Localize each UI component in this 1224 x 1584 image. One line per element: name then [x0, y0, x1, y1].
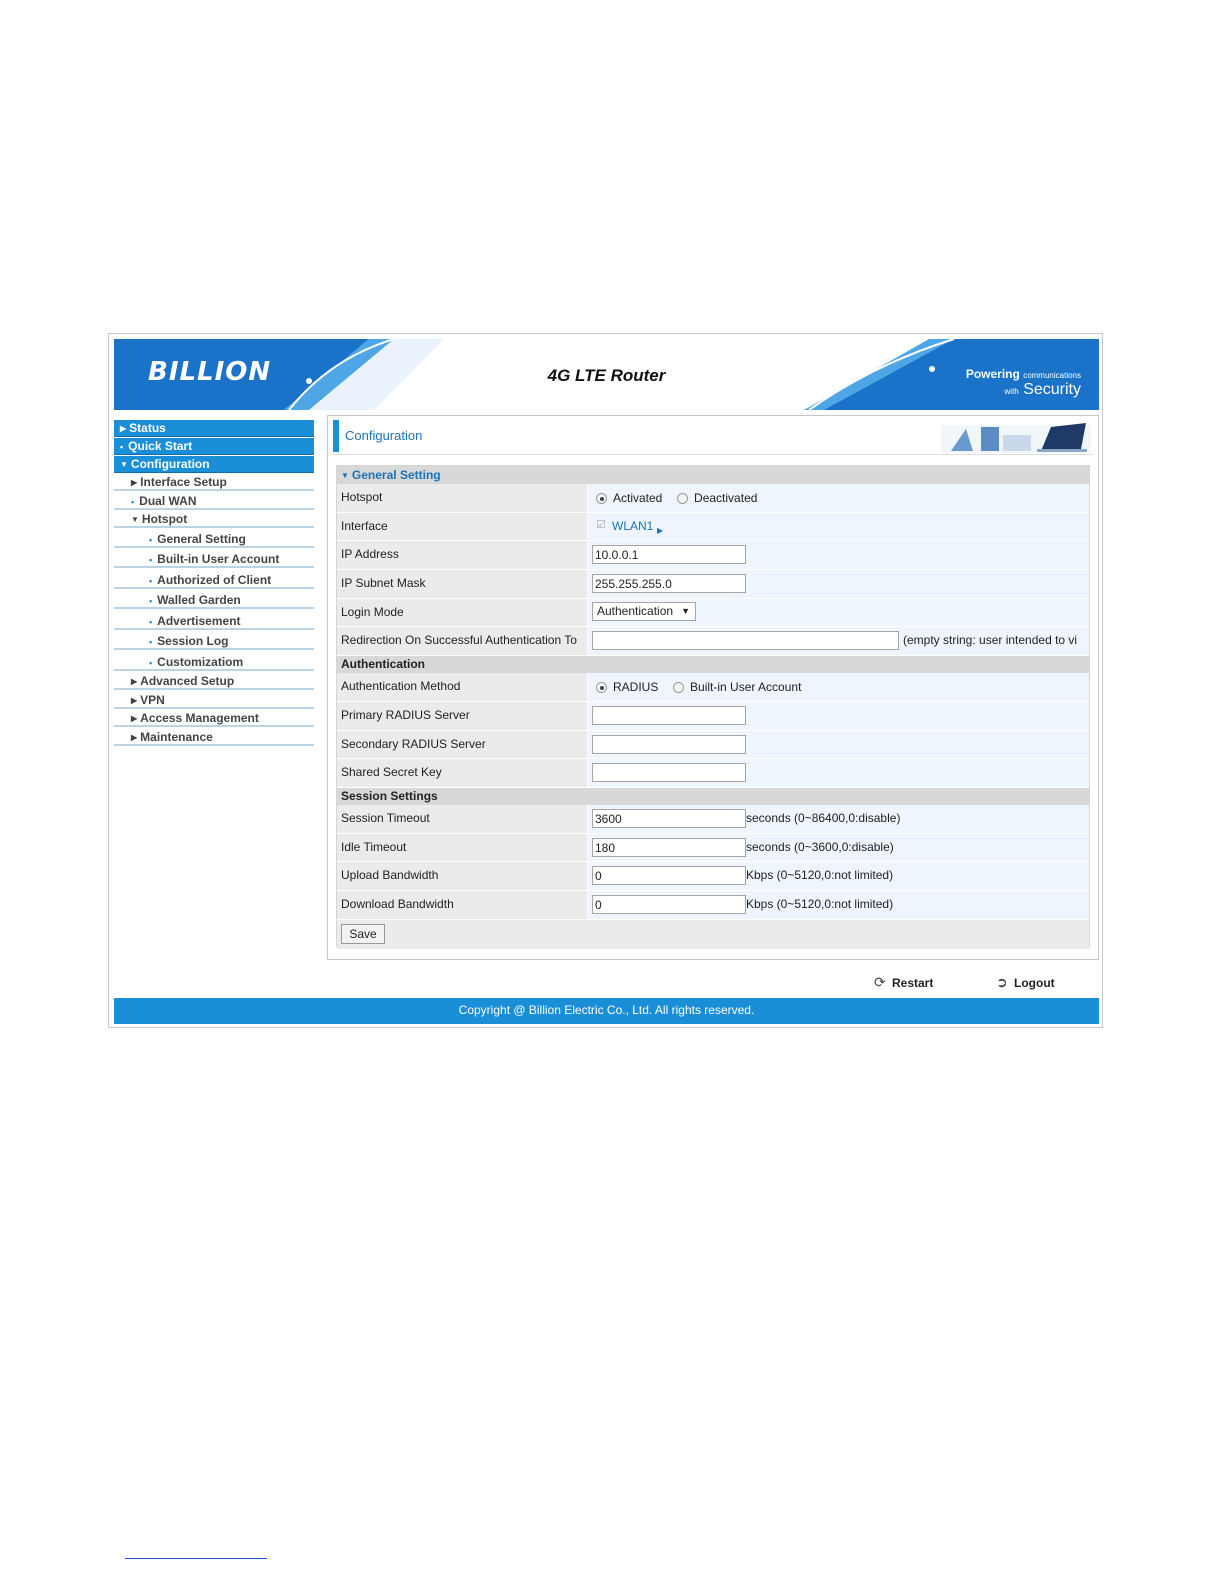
copyright-footer: Copyright @ Billion Electric Co., Ltd. All rights reserved. — [114, 998, 1099, 1024]
upload-bandwidth-value — [588, 862, 1089, 890]
frame-gap — [109, 939, 113, 969]
caret-right-icon: ▶ — [131, 695, 138, 705]
radius-label: RADIUS — [613, 680, 659, 695]
ip-address-input[interactable]: 10.0.0.1 — [592, 545, 746, 564]
header-accent-bar — [333, 420, 339, 452]
chevron-down-icon: ▼ — [681, 605, 690, 616]
footnote-separator — [125, 1558, 267, 1559]
sidebar-item-general-setting[interactable]: • General Setting — [114, 530, 314, 548]
idle-timeout-label: Idle Timeout — [337, 834, 587, 862]
session-timeout-hint: seconds (0~86400,0:disable) — [746, 810, 901, 825]
router-title: 4G LTE Router — [547, 366, 666, 385]
shared-secret-input[interactable] — [592, 763, 746, 782]
shared-secret-label: Shared Secret Key — [337, 759, 587, 787]
bullet-icon: • — [120, 442, 124, 452]
secondary-radius-row — [337, 731, 1089, 760]
restart-icon: ⟳ — [874, 974, 886, 990]
checkbox-checked-icon[interactable]: ☑ — [596, 518, 606, 531]
save-row — [337, 920, 1089, 949]
bullet-icon: • — [149, 616, 153, 627]
auth-method-label: Authentication Method — [337, 673, 587, 701]
shared-secret-row — [337, 759, 1089, 788]
panel-header[interactable]: ▼ General Setting — [337, 466, 1089, 484]
interface-row — [337, 513, 1089, 542]
tagline: Powering communications with Security — [965, 367, 1081, 398]
upload-bandwidth-label: Upload Bandwidth — [337, 862, 587, 890]
sidebar-item-walled-garden[interactable]: • Walled Garden — [114, 591, 314, 609]
redirect-label: Redirection On Successful Authentication To — [337, 627, 587, 655]
redirect-row — [337, 627, 1089, 656]
primary-radius-row — [337, 702, 1089, 731]
session-timeout-value — [588, 805, 1089, 833]
idle-timeout-input[interactable]: 180 — [592, 838, 746, 857]
page-header — [333, 418, 1093, 455]
login-mode-row — [337, 599, 1089, 628]
bullet-icon: • — [149, 534, 153, 545]
caret-right-icon: ▶ — [131, 677, 138, 687]
auth-method-value — [588, 673, 1089, 701]
bullet-icon: • — [149, 637, 153, 648]
primary-radius-value — [588, 702, 1089, 730]
activated-label: Activated — [613, 491, 663, 505]
sidebar-item-dual-wan[interactable]: • Dual WAN — [114, 493, 314, 510]
hotspot-row — [337, 484, 1089, 513]
radius-radio[interactable] — [596, 682, 607, 693]
subnet-label: IP Subnet Mask — [337, 570, 587, 598]
activated-radio[interactable] — [596, 493, 607, 504]
subnet-input[interactable]: 255.255.255.0 — [592, 574, 746, 593]
secondary-radius-label: Secondary RADIUS Server — [337, 731, 587, 759]
upload-bandwidth-input[interactable]: 0 — [592, 866, 746, 885]
bullet-icon: • — [149, 596, 153, 607]
billion-logo: BILLION — [148, 357, 272, 387]
sidebar-item-maintenance[interactable]: ▶ Maintenance — [114, 729, 314, 746]
interface-label: Interface — [337, 513, 587, 541]
caret-down-icon: ▼ — [131, 515, 139, 525]
sidebar-item-customization[interactable]: • Customizatiom — [114, 653, 314, 671]
wlan1-link[interactable]: WLAN1 — [612, 518, 654, 533]
bullet-icon: • — [131, 496, 135, 507]
save-button[interactable]: Save — [341, 924, 385, 944]
caret-right-icon: ▶ — [131, 733, 138, 743]
caret-down-icon: ▼ — [120, 460, 128, 469]
redirect-input[interactable] — [592, 631, 899, 650]
caret-right-icon: ▶ — [657, 525, 664, 535]
redirect-value — [588, 627, 1089, 655]
caret-down-icon: ▼ — [341, 471, 349, 480]
auth-method-row — [337, 673, 1089, 702]
session-timeout-input[interactable]: 3600 — [592, 809, 746, 828]
hotspot-label: Hotspot — [337, 484, 587, 512]
main-content — [327, 415, 1099, 960]
login-mode-select[interactable]: Authentication ▼ — [592, 602, 696, 621]
builtin-account-label: Built-in User Account — [690, 680, 802, 695]
download-bandwidth-input[interactable]: 0 — [592, 895, 746, 914]
primary-radius-label: Primary RADIUS Server — [337, 702, 587, 730]
sidebar-item-vpn[interactable]: ▶ VPN — [114, 692, 314, 709]
sidebar-item-built-in-user-account[interactable]: • Built-in User Account — [114, 550, 314, 568]
sidebar-item-session-log[interactable]: • Session Log — [114, 632, 314, 650]
header-banner — [114, 339, 1099, 410]
sidebar-item-hotspot[interactable]: ▼ Hotspot — [114, 511, 314, 528]
session-timeout-label: Session Timeout — [337, 805, 587, 833]
secondary-radius-input[interactable] — [592, 735, 746, 754]
shared-secret-value — [588, 759, 1089, 787]
bullet-icon: • — [149, 555, 153, 566]
download-bandwidth-hint: Kbps (0~5120,0:not limited) — [746, 896, 894, 911]
ip-address-row — [337, 541, 1089, 570]
page-title: Configuration — [345, 428, 423, 443]
deactivated-radio[interactable] — [677, 493, 688, 504]
idle-timeout-value — [588, 834, 1089, 862]
session-settings-section: Session Settings — [337, 788, 1089, 805]
sidebar-item-interface-setup[interactable]: ▶ Interface Setup — [114, 474, 314, 491]
idle-timeout-row — [337, 834, 1089, 863]
authentication-section: Authentication — [337, 656, 1089, 673]
caret-right-icon: ▶ — [131, 478, 138, 487]
download-bandwidth-row — [337, 891, 1089, 920]
general-setting-panel — [336, 465, 1090, 947]
subnet-value — [588, 570, 1089, 598]
login-mode-value — [588, 599, 1089, 627]
router-admin-window — [108, 333, 1103, 1028]
builtin-account-radio[interactable] — [673, 682, 684, 693]
login-mode-label: Login Mode — [337, 599, 587, 627]
download-bandwidth-value — [588, 891, 1089, 919]
bullet-icon: • — [149, 575, 153, 586]
bullet-icon: • — [149, 657, 153, 668]
interface-value — [588, 513, 1089, 541]
hotspot-value — [588, 484, 1089, 512]
ip-address-value — [588, 541, 1089, 569]
sidebar-item-advertisement[interactable]: • Advertisement — [114, 612, 314, 630]
subnet-row — [337, 570, 1089, 599]
redirect-hint: (empty string: user intended to vi — [903, 633, 1078, 648]
download-bandwidth-label: Download Bandwidth — [337, 891, 587, 919]
caret-right-icon: ▶ — [131, 714, 138, 724]
logout-icon: ➲ — [996, 974, 1008, 990]
sidebar-item-quick-start[interactable]: • Quick Start — [114, 438, 314, 455]
sidebar-item-authorized-of-client[interactable]: • Authorized of Client — [114, 571, 314, 589]
office-illustration-icon — [941, 421, 1091, 453]
sidebar-item-advanced-setup[interactable]: ▶ Advanced Setup — [114, 673, 314, 690]
bottom-actions — [796, 974, 1096, 994]
secondary-radius-value — [588, 731, 1089, 759]
upload-bandwidth-hint: Kbps (0~5120,0:not limited) — [746, 868, 894, 883]
sidebar-item-status[interactable]: ▶ Status — [114, 420, 314, 437]
idle-timeout-hint: seconds (0~3600,0:disable) — [746, 839, 894, 854]
upload-bandwidth-row — [337, 862, 1089, 891]
sidebar-item-access-management[interactable]: ▶ Access Management — [114, 710, 314, 727]
sidebar-item-configuration[interactable]: ▼ Configuration — [114, 456, 314, 473]
restart-button[interactable]: Restart — [892, 976, 934, 990]
deactivated-label: Deactivated — [694, 491, 758, 505]
logout-button[interactable]: Logout — [1014, 976, 1055, 990]
primary-radius-input[interactable] — [592, 706, 746, 725]
caret-right-icon: ▶ — [120, 424, 127, 433]
sidebar-nav — [114, 420, 314, 748]
ip-address-label: IP Address — [337, 541, 587, 569]
session-timeout-row — [337, 805, 1089, 834]
